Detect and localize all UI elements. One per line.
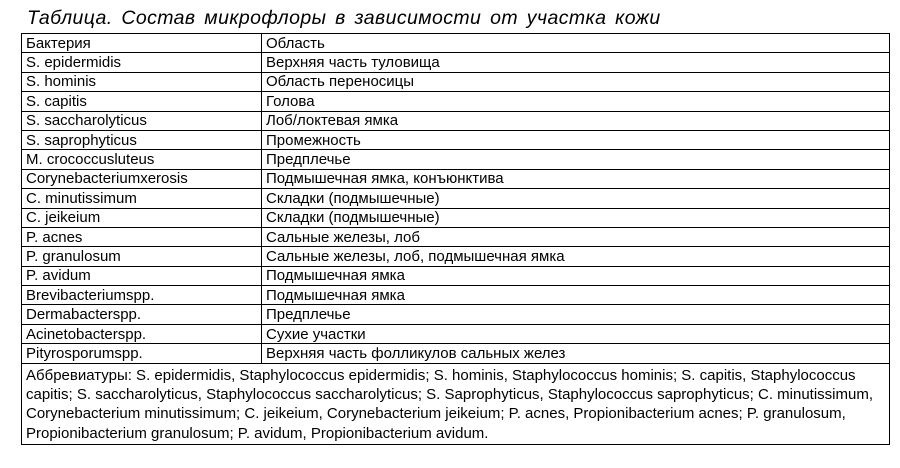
bacteria-cell: S. capitis [22, 92, 262, 111]
bacteria-cell: S. hominis [22, 72, 262, 91]
header-bacteria: Бактерия [22, 34, 262, 53]
bacteria-cell: Corynebacteriumxerosis [22, 169, 262, 188]
table-row [22, 266, 890, 285]
abbreviations-row [22, 363, 890, 445]
table-header-row [22, 34, 890, 53]
area-cell: Лоб/локтевая ямка [262, 111, 890, 130]
table-row [22, 305, 890, 324]
bacteria-cell: C. minutissimum [22, 189, 262, 208]
area-cell: Сухие участки [262, 324, 890, 343]
bacteria-cell: Brevibacteriumspp. [22, 286, 262, 305]
bacteria-cell: Dermabacterspp. [22, 305, 262, 324]
table-row [22, 92, 890, 111]
area-cell: Предплечье [262, 150, 890, 169]
table-row [22, 130, 890, 149]
bacteria-cell: P. acnes [22, 227, 262, 246]
abbreviations-note: Аббревиатуры: S. epidermidis, Staphylococcus epidermidis; S. hominis, Staphylococcus hominis; S. capitis, Staphylococcus capitis; S. saccharolyticus, Staphylococcus saccharolyticus; S. Saprophyticus, Staphylococcus saprophyticus; C. minutissimum, Corynebacterium minutissimum; C. jeikeium, Corynebacterium jeikeium; P. acnes, Propionibacterium acnes; P. granulosum, Propionibacterium granulosum; P. avidum, Propionibacterium avidum. [22, 363, 890, 445]
bacteria-cell: S. saccharolyticus [22, 111, 262, 130]
bacteria-cell: Acinetobacterspp. [22, 324, 262, 343]
area-cell: Подмышечная ямка [262, 286, 890, 305]
area-cell: Верхняя часть туловища [262, 53, 890, 72]
area-cell: Сальные железы, лоб, подмышечная ямка [262, 247, 890, 266]
table-row [22, 247, 890, 266]
header-area: Область [262, 34, 890, 53]
table-row [22, 169, 890, 188]
bacteria-cell: S. saprophyticus [22, 130, 262, 149]
bacteria-cell: C. jeikeium [22, 208, 262, 227]
bacteria-cell: S. epidermidis [22, 53, 262, 72]
area-cell: Складки (подмышечные) [262, 189, 890, 208]
area-cell: Сальные железы, лоб [262, 227, 890, 246]
table-row [22, 53, 890, 72]
table-row [22, 324, 890, 343]
area-cell: Голова [262, 92, 890, 111]
area-cell: Предплечье [262, 305, 890, 324]
bacteria-cell: P. avidum [22, 266, 262, 285]
table-row [22, 150, 890, 169]
table-row [22, 111, 890, 130]
bacteria-cell: M. crococcusluteus [22, 150, 262, 169]
table-row [22, 189, 890, 208]
table-row [22, 286, 890, 305]
table-row [22, 344, 890, 363]
area-cell: Складки (подмышечные) [262, 208, 890, 227]
table-row [22, 72, 890, 91]
area-cell: Подмышечная ямка [262, 266, 890, 285]
area-cell: Область переносицы [262, 72, 890, 91]
area-cell: Подмышечная ямка, конъюнктива [262, 169, 890, 188]
table-caption: Таблица. Состав микрофлоры в зависимости от участка кожи [27, 7, 661, 29]
microflora-table [21, 33, 890, 445]
bacteria-cell: Pityrosporumspp. [22, 344, 262, 363]
table-row [22, 208, 890, 227]
area-cell: Верхняя часть фолликулов сальных желез [262, 344, 890, 363]
table-row [22, 227, 890, 246]
bacteria-cell: P. granulosum [22, 247, 262, 266]
area-cell: Промежность [262, 130, 890, 149]
